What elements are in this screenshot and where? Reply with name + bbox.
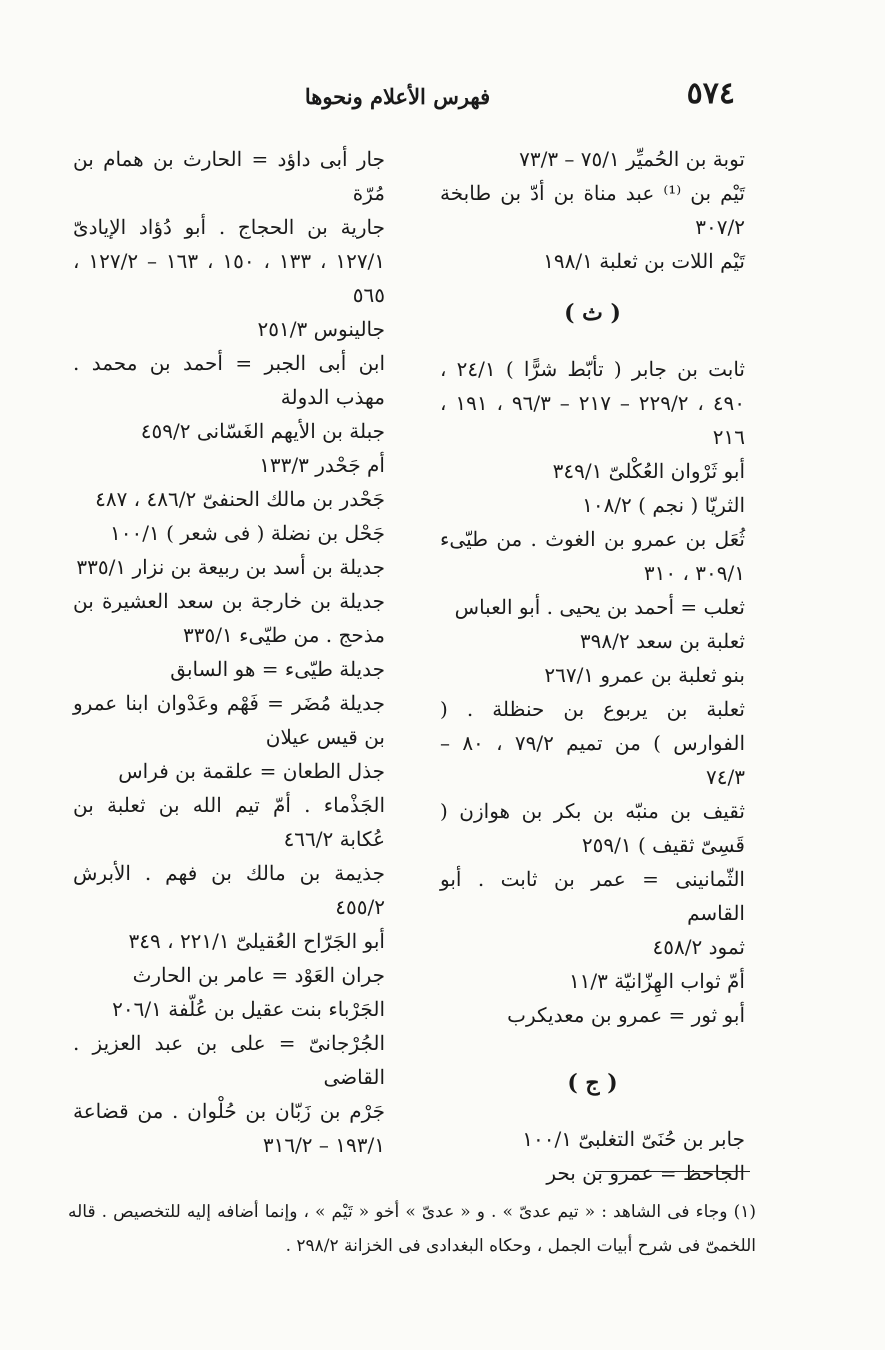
index-entry: جَحْدر بن مالك الحنفىّ ٤٨٦/٢ ، ٤٨٧: [95, 487, 385, 511]
index-entry: جديلة طيّىء = هو السابق: [170, 657, 385, 681]
index-entry: أبو ثَرْوان العُكْلىّ ٣٤٩/١: [552, 459, 745, 483]
index-entry: ثعلبة بن يربوع بن حنظلة . ( الفوارس ) من تميم ٧٩/٢ ، ٨٠ – ٧٤/٣: [440, 697, 746, 789]
index-entry: جالينوس ٢٥١/٣: [257, 317, 385, 341]
index-entry: جذيمة بن مالك بن فهم . الأبرش ٤٥٥/٢: [73, 861, 385, 919]
footnote: (١) وجاء فى الشاهد : « تيم عدىّ » . و « عدىّ » أخو « تَيْم » ، وإنما أضافه إليه للتخصيص . قاله اللخمىّ فى شرح أبيات الجمل ، وحكاه البغدادى فى الخزانة ٢٩٨/٢ .: [68, 1202, 756, 1256]
index-entry: جديلة مُضَر = فَهْم وعَدْوان ابنا عمرو بن قيس عيلان: [73, 691, 385, 749]
index-entry: جذل الطعان = علقمة بن فراس: [118, 759, 385, 783]
index-entry: جَحْل بن نضلة ( فى شعر ) ١٠٠/١: [110, 521, 385, 545]
index-entry: أبو ثور = عمرو بن معديكرب: [507, 1003, 745, 1027]
index-entry: الجَذْماء . أمّ تيم الله بن ثعلبة بن عُكابة ٤٦٦/٢: [73, 793, 385, 851]
index-entry: الثريّا ( نجم ) ١٠٨/٢: [582, 493, 745, 517]
index-entry: جارية بن الحجاج . أبو دُؤاد الإيادىّ ١٢٧/١ ، ١٣٣ ، ١٥٠ ، ١٦٣ – ١٢٧/٢ ، ٥٦٥: [73, 215, 386, 307]
index-entry: تَيْم بن ⁽¹⁾ عبد مناة بن أدّ بن طابخة ٣٠٧/٢: [440, 181, 745, 239]
index-entry: الجُرْجانىّ = على بن عبد العزيز . القاضى: [73, 1031, 385, 1089]
index-entry: جران العَوْد = عامر بن الحارث: [132, 963, 385, 987]
index-entry: ثابت بن جابر ( تأبّط شرًّا ) ٢٤/١ ، ٤٩٠ ، ٢٢٩/٢ – ٢١٧ – ٩٦/٣ ، ١٩١ ، ٢١٦: [440, 357, 746, 449]
running-title: فهرس الأعلام ونحوها: [304, 84, 491, 109]
section-letter-tha: ( ث ): [564, 300, 621, 326]
page-header: [60, 76, 735, 116]
footnotes: [68, 1195, 756, 1263]
index-entry: الثّمانينى = عمر بن ثابت . أبو القاسم: [440, 867, 745, 925]
index-entry: جبلة بن الأيهم الغَسّانى ٤٥٩/٢: [140, 419, 385, 443]
index-entry: جابر بن حُنَىّ التغلبىّ ١٠٠/١: [522, 1127, 745, 1151]
index-column-right: [440, 142, 745, 1190]
index-entry: الجاحظ = عمرو بن بحر: [546, 1161, 745, 1185]
footnote-rule: [595, 1171, 750, 1172]
index-entry: ثُعَل بن عمرو بن الغوث . من طيّىء ٣٠٩/١ ، ٣١٠: [440, 527, 745, 585]
index-entry: ثعلب = أحمد بن يحيى . أبو العباس: [454, 595, 745, 619]
index-entry: ثعلبة بن سعد ٣٩٨/٢: [579, 629, 745, 653]
index-column-left: [73, 142, 385, 1162]
index-entry: أمّ ثواب الهِزّانيّة ١١/٣: [568, 969, 745, 993]
index-entry: أم جَحْدر ١٣٣/٣: [259, 453, 385, 477]
index-entry: ثقيف بن منبّه بن بكر بن هوازن ( قَسِىّ ثقيف ) ٢٥٩/١: [440, 799, 745, 857]
index-entry: جديلة بن خارجة بن سعد العشيرة بن مذحج . من طيّىء ٣٣٥/١: [73, 589, 385, 647]
index-entry: تَيْم اللات بن ثعلبة ١٩٨/١: [543, 249, 745, 273]
index-entry: بنو ثعلبة بن عمرو ٢٦٧/١: [544, 663, 745, 687]
index-entry: ابن أبى الجبر = أحمد بن محمد . مهذب الدولة: [73, 351, 385, 409]
section-letter-jim: ( ج ): [567, 1070, 618, 1096]
index-entry: جديلة بن أسد بن ربيعة بن نزار ٣٣٥/١: [76, 555, 385, 579]
index-entry: جَرْم بن زَبّان بن حُلْوان . من قضاعة ١٩٣/١ – ٣١٦/٢: [73, 1099, 385, 1157]
index-entry: أبو الجَرّاح العُقيلىّ ٢٢١/١ ، ٣٤٩: [128, 929, 385, 953]
index-entry: جار أبى داؤد = الحارث بن همام بن مُرّة: [73, 147, 385, 205]
index-entry: توبة بن الحُميِّر ٧٥/١ – ٧٣/٣: [519, 147, 745, 171]
index-entry: الجَرْباء بنت عقيل بن عُلّفة ٢٠٦/١: [112, 997, 385, 1021]
page-number: ٥٧٤: [686, 76, 735, 111]
index-entry: ثمود ٤٥٨/٢: [652, 935, 745, 959]
